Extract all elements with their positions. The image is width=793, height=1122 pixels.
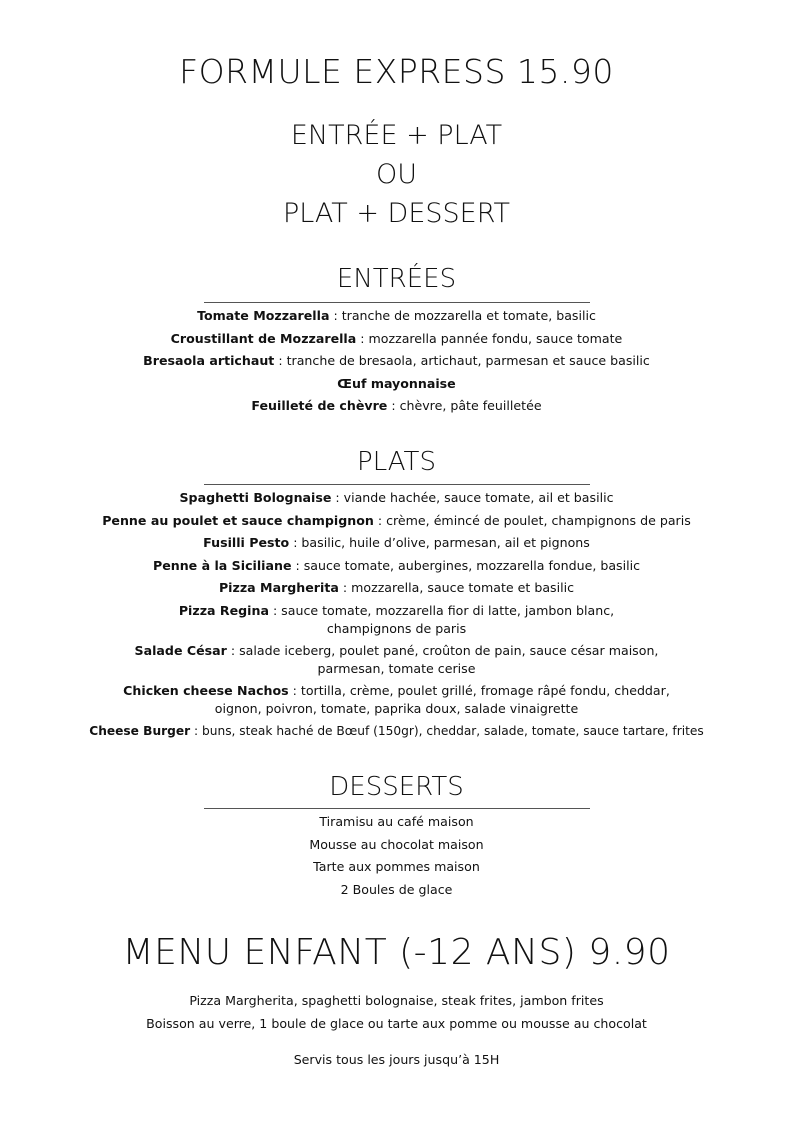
list-item <box>0 510 793 533</box>
list-item <box>0 305 793 328</box>
item-name: Croustillant de Mozzarella <box>170 330 357 346</box>
menu-enfant-note: Servis tous les jours jusqu’à 15H <box>293 1052 500 1067</box>
list-item: 2 Boules de glace <box>340 881 453 897</box>
list-item <box>0 720 793 743</box>
formule-option-1: ENTRÉE + PLAT <box>290 120 503 151</box>
list-item <box>0 680 793 720</box>
item-desc-cont: parmesan, tomate cerise <box>317 660 476 676</box>
item-desc: : tortilla, crème, poulet grillé, fromage râpé fondu, cheddar, <box>288 682 670 698</box>
item-name: Cheese Burger <box>89 723 191 738</box>
list-item <box>0 350 793 373</box>
menu-enfant-line-2: Boisson au verre, 1 boule de glace ou tarte aux pomme ou mousse au chocolat <box>146 1016 647 1031</box>
list-item <box>0 640 793 680</box>
list-item <box>0 600 793 640</box>
list-item <box>0 395 793 418</box>
item-name: Salade César <box>134 642 227 658</box>
entrees-title: ENTRÉES <box>336 264 457 294</box>
item-name: Pizza Margherita <box>218 580 339 596</box>
plats-divider <box>204 484 590 485</box>
item-desc: : mozzarella, sauce tomate et basilic <box>338 580 575 596</box>
item-name: Œuf mayonnaise <box>337 375 456 391</box>
plats-list <box>0 487 793 743</box>
desserts-list <box>0 811 793 901</box>
item-name: Feuilleté de chèvre <box>251 398 388 413</box>
formule-option-2: PLAT + DESSERT <box>282 198 511 229</box>
list-item <box>0 328 793 351</box>
item-desc: : mozzarella pannée fondu, sauce tomate <box>356 330 623 346</box>
item-desc-cont: champignons de paris <box>326 620 467 636</box>
list-item <box>0 555 793 578</box>
menu-enfant-title: MENU ENFANT (-12 ANS) 9.90 <box>122 932 671 973</box>
item-desc: : tranche de mozzarella et tomate, basilic <box>329 308 596 323</box>
desserts-divider <box>204 808 590 809</box>
item-desc: : crème, émincé de poulet, champignons de paris <box>373 512 691 528</box>
list-item <box>0 577 793 600</box>
item-name: Chicken cheese Nachos <box>123 682 289 698</box>
menu-enfant-line-1: Pizza Margherita, spaghetti bolognaise, steak frites, jambon frites <box>189 993 604 1008</box>
item-desc: : sauce tomate, aubergines, mozzarella fondue, basilic <box>291 557 641 573</box>
list-item: Tiramisu au café maison <box>319 814 474 829</box>
desserts-title: DESSERTS <box>329 772 464 802</box>
item-desc: : salade iceberg, poulet pané, croûton de pain, sauce césar maison, <box>226 642 659 658</box>
item-desc: : basilic, huile d’olive, parmesan, ail et pignons <box>289 535 590 551</box>
item-desc: : buns, steak haché de Bœuf (150gr), cheddar, salade, tomate, sauce tartare, frites <box>190 723 704 738</box>
item-name: Penne à la Siciliane <box>152 557 292 573</box>
item-desc: : chèvre, pâte feuilletée <box>387 398 542 413</box>
item-desc: : viande hachée, sauce tomate, ail et basilic <box>331 490 614 505</box>
item-name: Penne au poulet et sauce champignon <box>102 512 374 528</box>
list-item: Tarte aux pommes maison <box>313 859 480 875</box>
list-item <box>0 532 793 555</box>
entrees-divider <box>204 302 590 303</box>
plats-title: PLATS <box>357 447 436 477</box>
item-name: Pizza Regina <box>178 602 269 618</box>
list-item: Mousse au chocolat maison <box>309 836 484 852</box>
item-name: Spaghetti Bolognaise <box>179 490 332 505</box>
item-desc: : tranche de bresaola, artichaut, parmesan et sauce basilic <box>274 353 650 368</box>
item-name: Tomate Mozzarella <box>197 308 330 323</box>
item-name: Fusilli Pesto <box>203 535 290 551</box>
item-desc-cont: oignon, poivron, tomate, paprika doux, salade vinaigrette <box>214 700 579 716</box>
item-desc: : sauce tomate, mozzarella fior di latte, jambon blanc, <box>268 602 615 618</box>
entrees-list <box>0 305 793 418</box>
list-item <box>0 373 793 396</box>
formule-title: FORMULE EXPRESS 15.90 <box>179 52 614 91</box>
formule-or: OU <box>375 159 417 190</box>
list-item <box>0 487 793 510</box>
item-name: Bresaola artichaut <box>143 353 275 368</box>
